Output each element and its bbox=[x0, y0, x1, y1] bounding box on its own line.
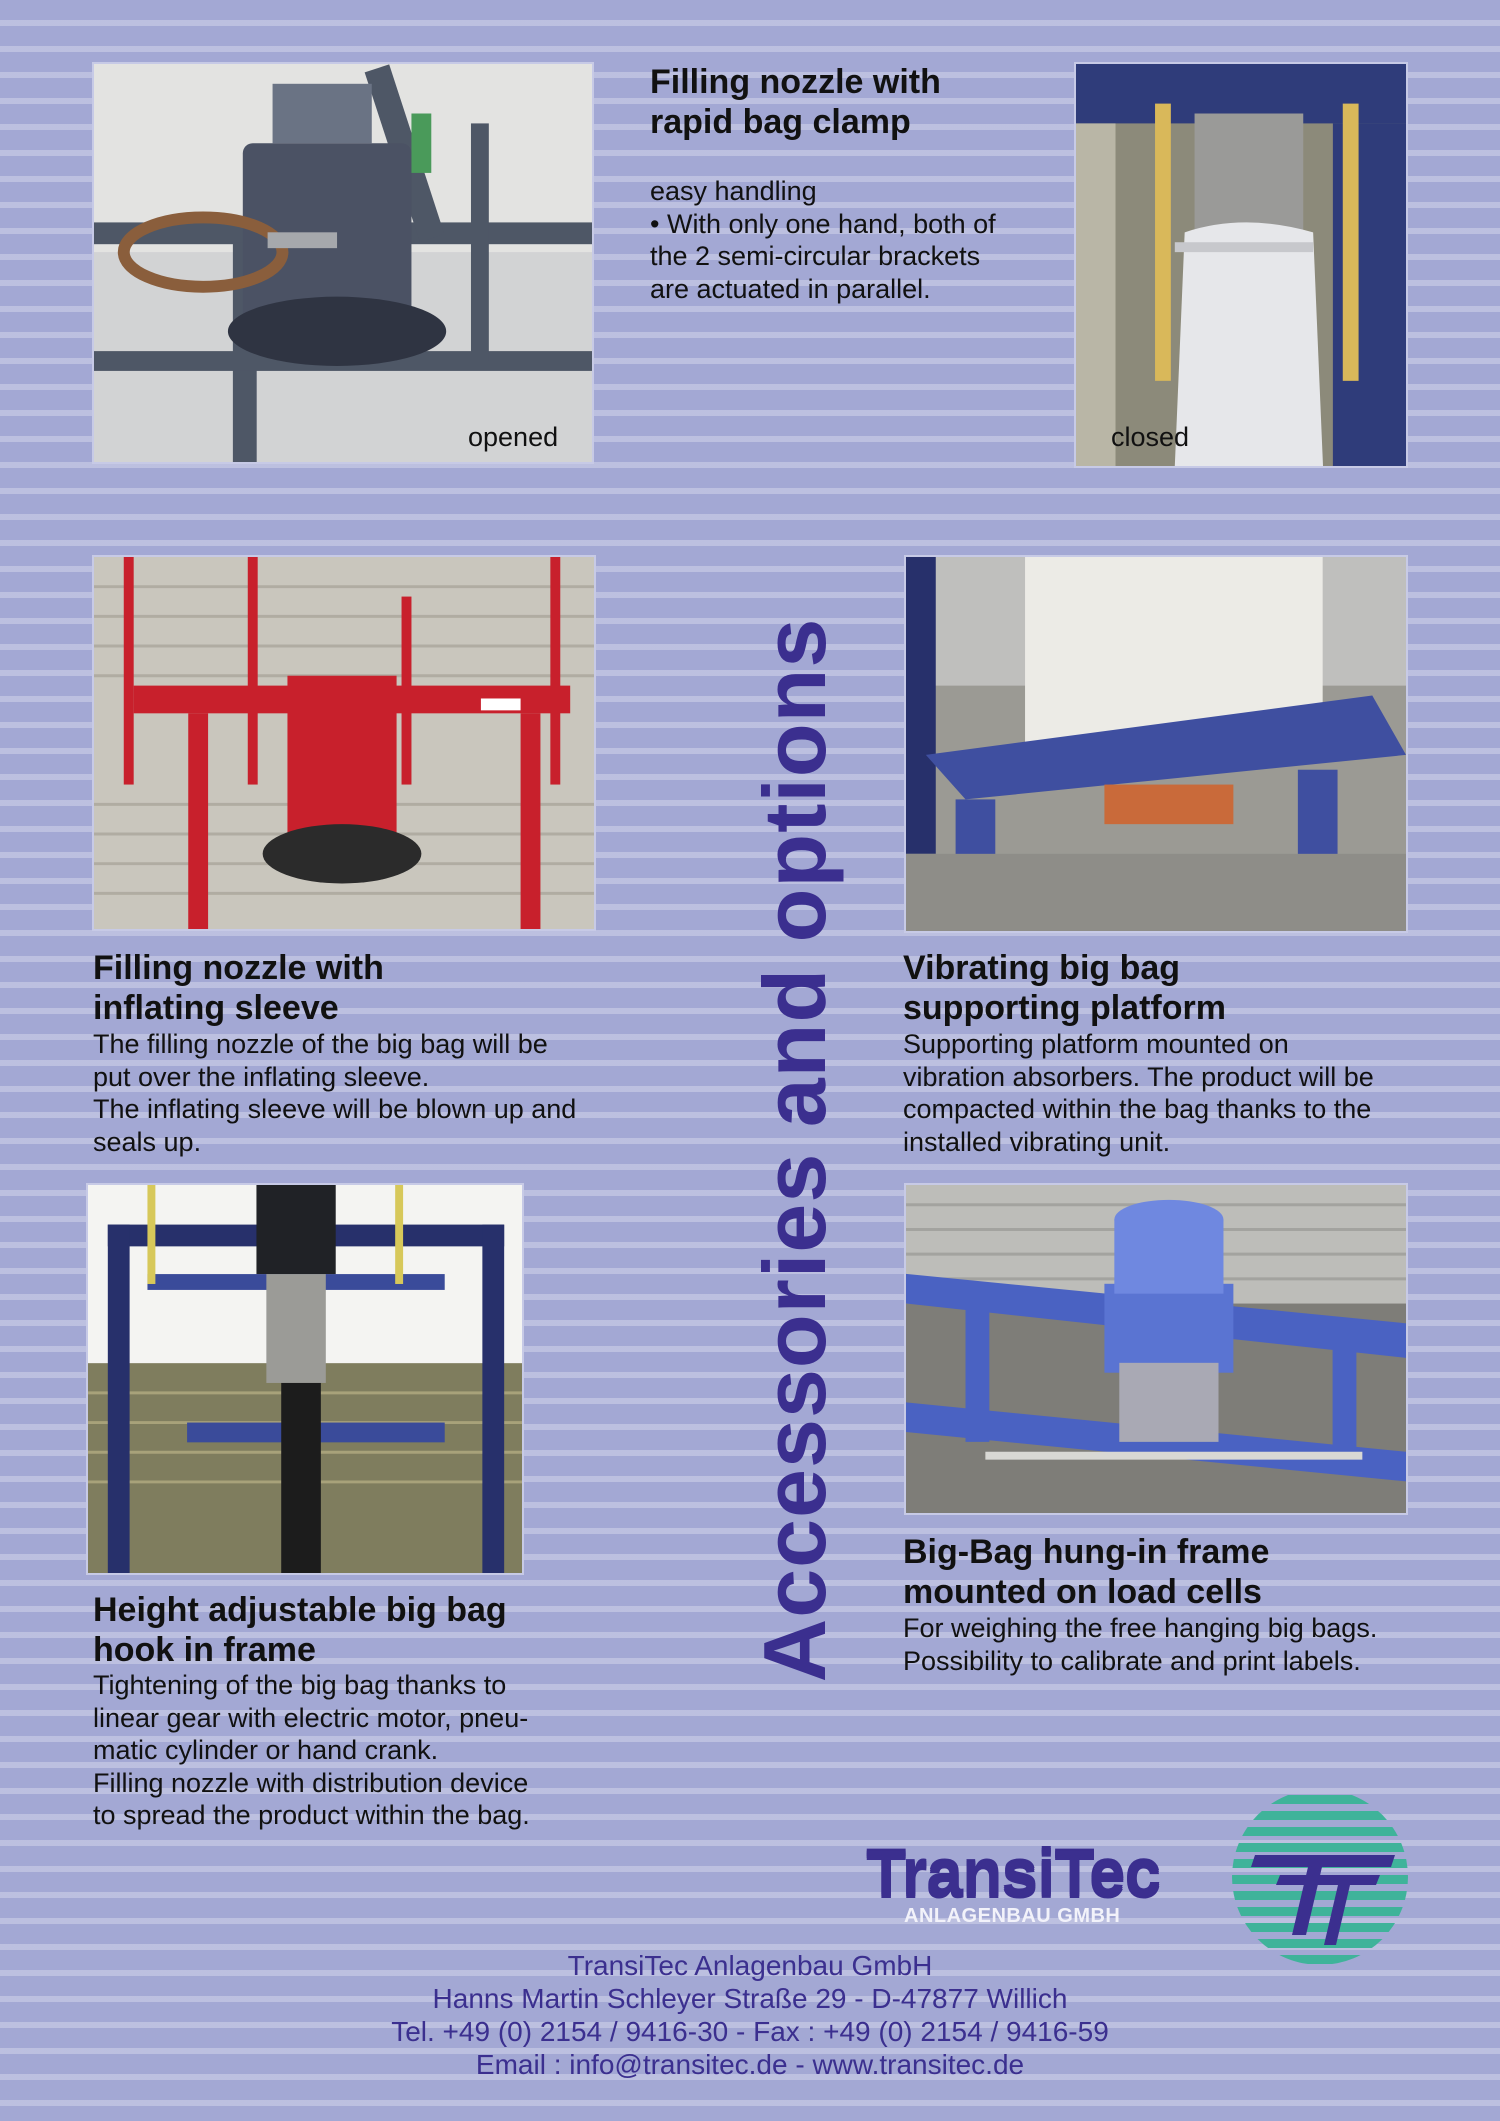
height-adjustable-title bbox=[93, 1590, 507, 1670]
rapid-clamp-title bbox=[650, 62, 941, 142]
vibrating-platform-title-line: Vibrating big bag bbox=[903, 949, 1181, 987]
rapid-clamp-body-line: • With only one hand, both of bbox=[650, 208, 996, 239]
logo-subline: ANLAGENBAU GMBH bbox=[904, 1905, 1121, 1927]
load-cells-title bbox=[903, 1532, 1269, 1612]
photo-load-cells bbox=[904, 1183, 1408, 1515]
height-adjustable-body-line: Filling nozzle with distribution device bbox=[93, 1767, 529, 1798]
footer-phone-fax: Tel. +49 (0) 2154 / 9416-30 - Fax : +49 (0) 2154 / 9416-59 bbox=[391, 2016, 1109, 2047]
rapid-clamp-title-line: rapid bag clamp bbox=[650, 103, 911, 141]
rapid-clamp-body-line: are actuated in parallel. bbox=[650, 273, 931, 304]
load-cells-body-line: For weighing the free hanging big bags. bbox=[903, 1613, 1378, 1643]
footer-company: TransiTec Anlagenbau GmbH bbox=[567, 1950, 933, 1981]
height-adjustable-title-line: Height adjustable big bag bbox=[93, 1591, 507, 1629]
vibrating-platform-title bbox=[903, 948, 1226, 1028]
photo-height-adjustable bbox=[86, 1183, 524, 1575]
height-adjustable-body bbox=[93, 1669, 530, 1832]
inflating-sleeve-title-line: inflating sleeve bbox=[93, 989, 339, 1027]
vibrating-platform-body bbox=[903, 1028, 1374, 1158]
height-adjustable-body-line: linear gear with electric motor, pneu- bbox=[93, 1702, 529, 1733]
inflating-sleeve-title-line: Filling nozzle with bbox=[93, 949, 384, 987]
height-adjustable-body-line: Tightening of the big bag thanks to bbox=[93, 1670, 507, 1700]
height-adjustable-title-line: hook in frame bbox=[93, 1631, 316, 1669]
inflating-sleeve-body-line: The filling nozzle of the big bag will be bbox=[93, 1029, 548, 1059]
photo-label-opened: opened bbox=[468, 422, 559, 452]
photo-vibrating-platform bbox=[904, 555, 1408, 933]
load-cells-body-line: Possibility to calibrate and print labels. bbox=[903, 1645, 1361, 1676]
load-cells-title-line: mounted on load cells bbox=[903, 1573, 1262, 1611]
vibrating-platform-body-line: Supporting platform mounted on bbox=[903, 1029, 1289, 1059]
vibrating-platform-body-line: installed vibrating unit. bbox=[903, 1126, 1171, 1157]
load-cells-title-line: Big-Bag hung-in frame bbox=[903, 1533, 1270, 1571]
company-logo bbox=[860, 1795, 1412, 1975]
height-adjustable-body-line: to spread the product within the bag. bbox=[93, 1800, 530, 1830]
inflating-sleeve-title bbox=[93, 948, 384, 1028]
height-adjustable-body-line: matic cylinder or hand crank. bbox=[93, 1735, 439, 1765]
inflating-sleeve-body-line: seals up. bbox=[93, 1126, 202, 1157]
vibrating-platform-title-line: supporting platform bbox=[903, 989, 1226, 1027]
photo-clamp-closed bbox=[1074, 62, 1408, 468]
vibrating-platform-body-line: vibration absorbers. The product will be bbox=[903, 1061, 1374, 1092]
logo-wordmark: TransiTec bbox=[866, 1836, 1161, 1910]
photo-label-closed: closed bbox=[1111, 422, 1190, 452]
vibrating-platform-body-line: compacted within the bag thanks to the bbox=[903, 1094, 1372, 1124]
photo-clamp-opened bbox=[92, 62, 594, 464]
rapid-clamp-body-line: the 2 semi-circular brackets bbox=[650, 241, 981, 271]
inflating-sleeve-body-line: put over the inflating sleeve. bbox=[93, 1061, 430, 1092]
footer-address: Hanns Martin Schleyer Straße 29 - D-47877 Willich bbox=[432, 1983, 1068, 2014]
rapid-clamp-body bbox=[650, 175, 996, 305]
section-title: Accessories and options bbox=[745, 617, 844, 1683]
rapid-clamp-body-line: easy handling bbox=[650, 176, 817, 206]
load-cells-body bbox=[903, 1612, 1377, 1677]
inflating-sleeve-body bbox=[93, 1028, 576, 1158]
photo-inflating-sleeve bbox=[92, 555, 596, 931]
footer-contact bbox=[0, 1949, 1500, 2081]
footer-email-web: Email : info@transitec.de - www.transitec.de bbox=[475, 2049, 1025, 2080]
rapid-clamp-title-line: Filling nozzle with bbox=[650, 63, 941, 101]
inflating-sleeve-body-line: The inflating sleeve will be blown up and bbox=[93, 1094, 577, 1124]
